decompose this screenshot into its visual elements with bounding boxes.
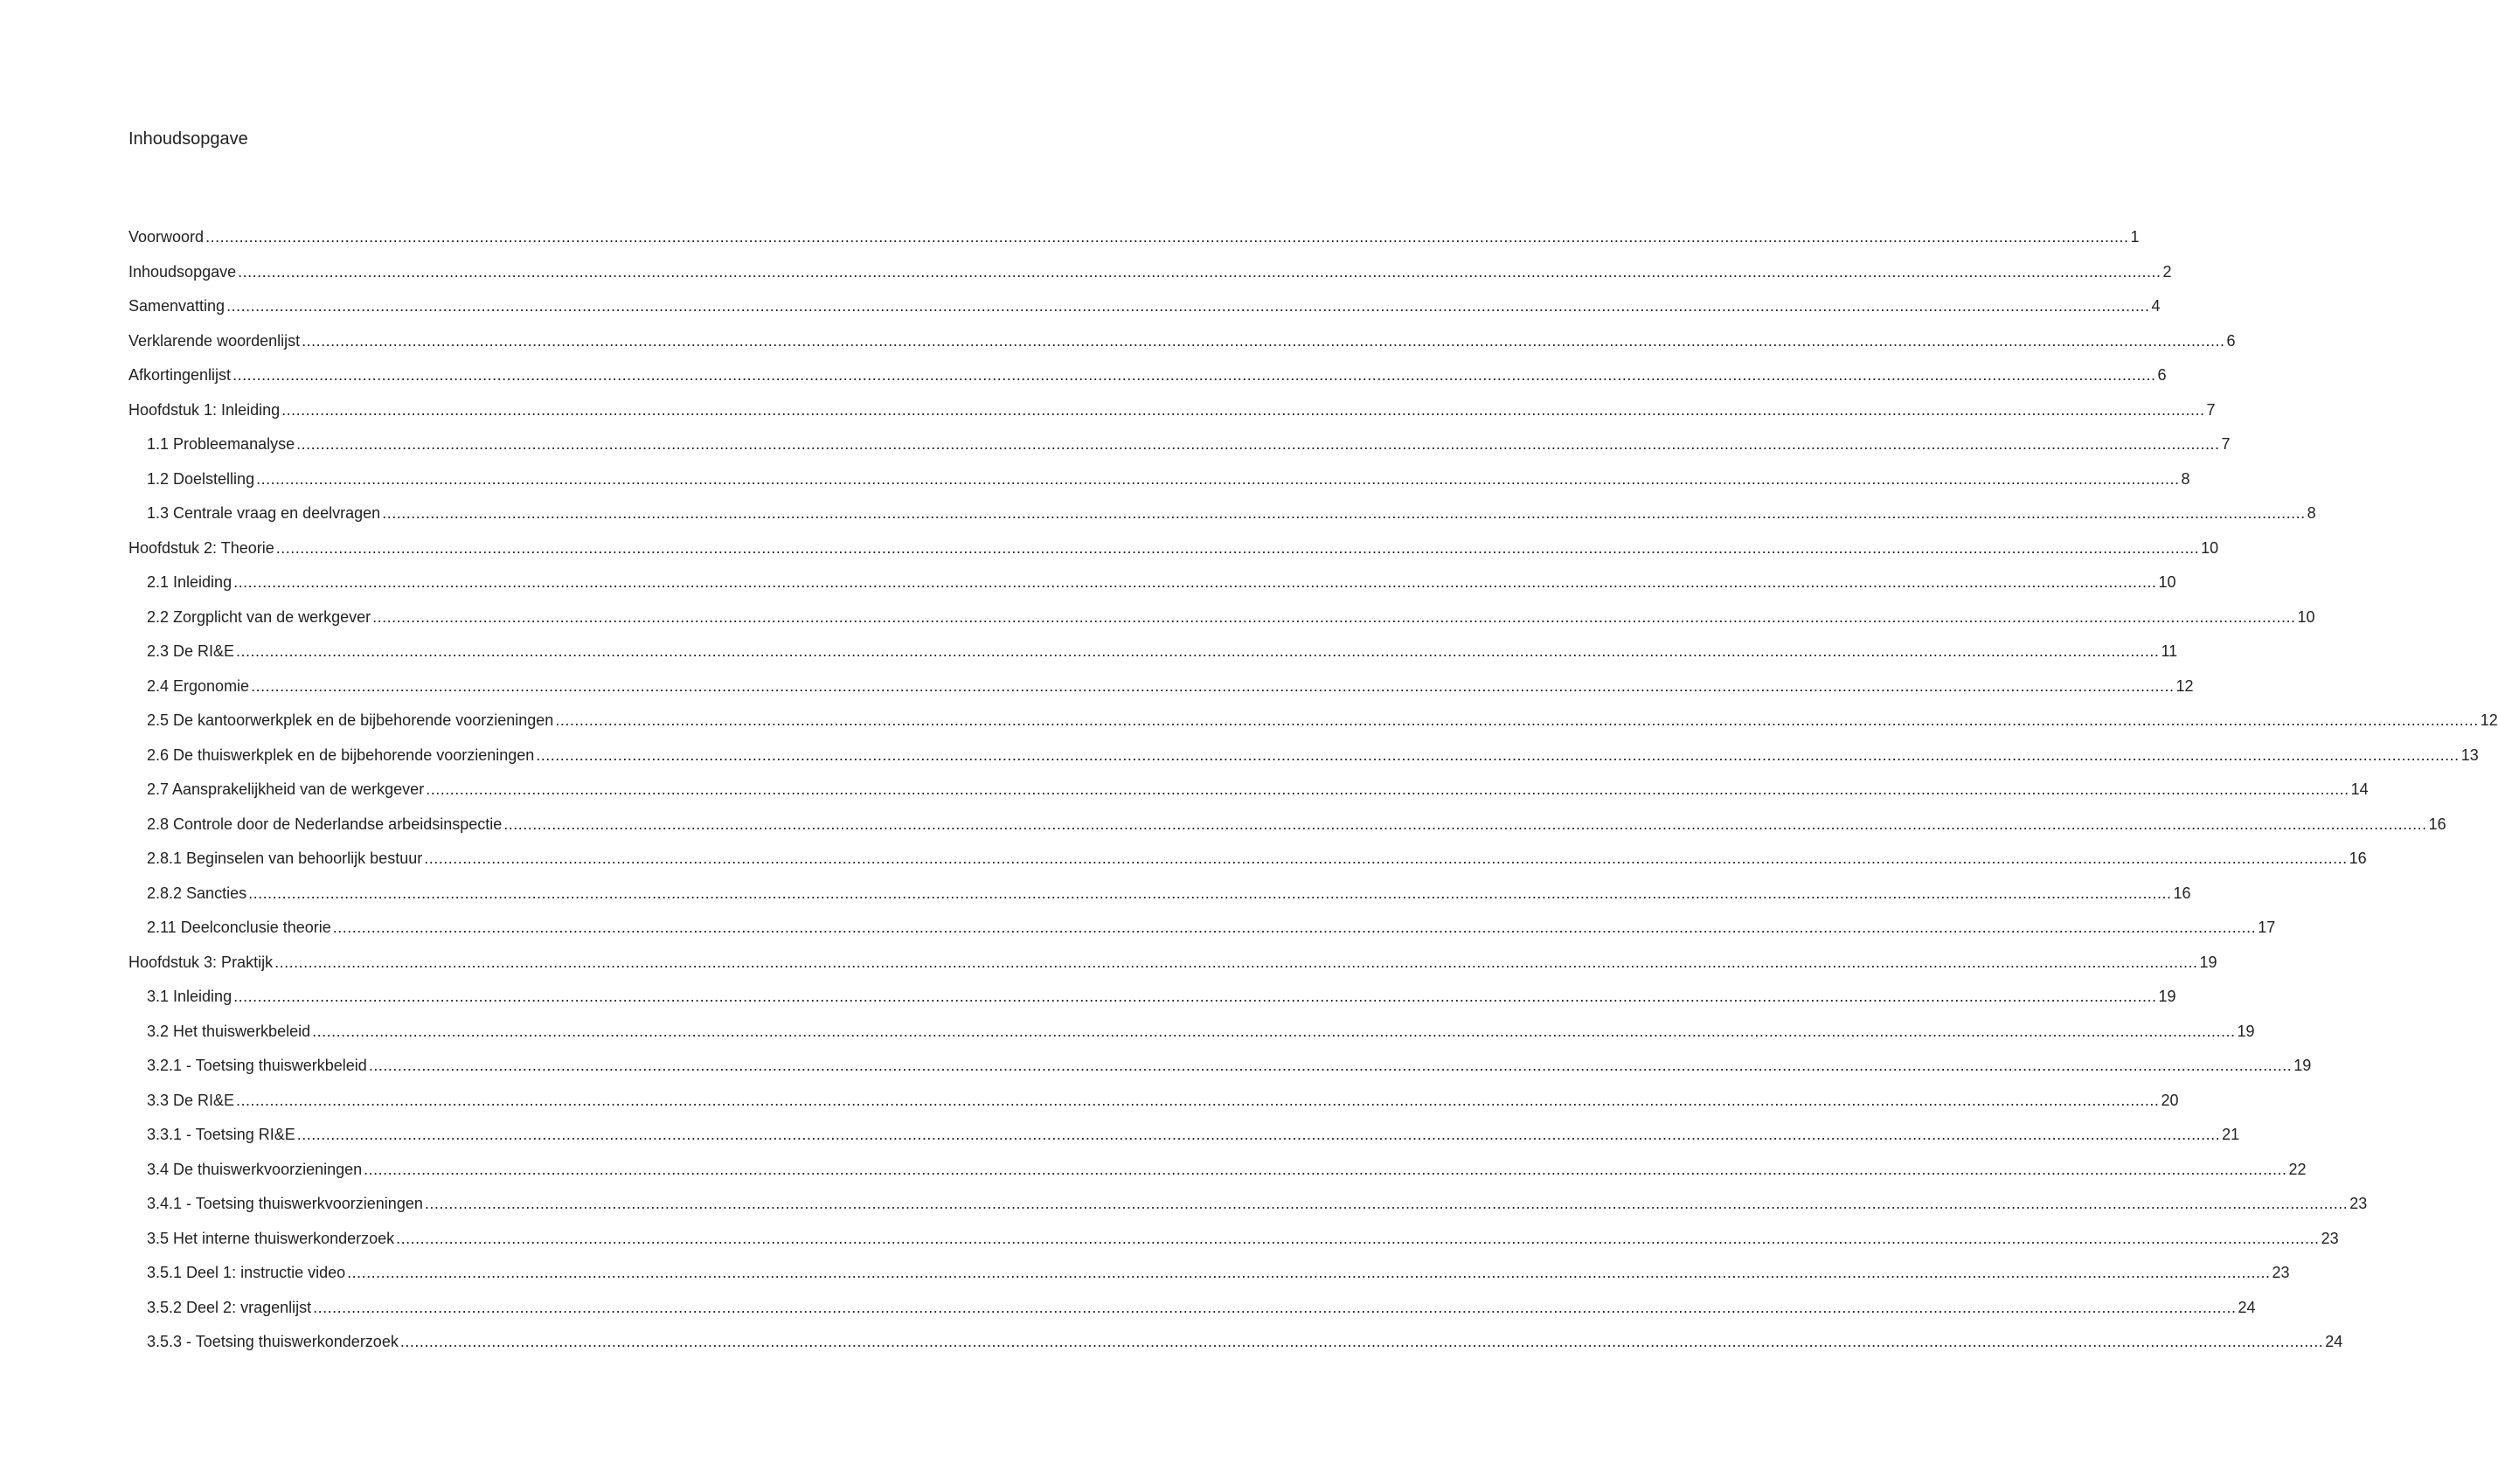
toc-entry-label: 2.8.1 Beginselen van behoorlijk bestuur [147, 849, 423, 867]
toc-entry-page-number: 24 [2238, 1298, 2256, 1316]
toc-dot-leader: ................................................................................................................................................................................................................................................................................................................................................................................................................ [302, 331, 2225, 350]
toc-dot-leader: ................................................................................................................................................................................................................................................................................................................................................................................................................ [256, 469, 2180, 488]
toc-entry-page-number: 8 [2181, 469, 2190, 488]
toc-dot-leader: ................................................................................................................................................................................................................................................................................................................................................................................................................ [296, 435, 2220, 453]
toc-entry[interactable] [128, 1021, 2255, 1056]
toc-entry-label: 1.1 Probleemanalyse [147, 435, 295, 453]
toc-dot-leader: ................................................................................................................................................................................................................................................................................................................................................................................................................ [233, 573, 2157, 591]
toc-entry[interactable] [128, 607, 2315, 641]
toc-entry-label: 3.2.1 - Toetsing thuiswerkbeleid [147, 1057, 367, 1074]
toc-entry[interactable] [128, 1090, 2179, 1125]
toc-dot-leader: ................................................................................................................................................................................................................................................................................................................................................................................................................ [233, 988, 2157, 1005]
toc-entry-page-number: 14 [2350, 780, 2369, 798]
toc-entry-label: 2.3 De RI&E [147, 642, 235, 660]
toc-entry[interactable] [128, 676, 2194, 711]
toc-entry[interactable] [128, 814, 2446, 849]
toc-entry-label: 2.8 Controle door de Nederlandse arbeidsinspectie [147, 815, 503, 833]
toc-dot-leader: ................................................................................................................................................................................................................................................................................................................................................................................................................ [426, 780, 2349, 798]
toc-dot-leader: ................................................................................................................................................................................................................................................................................................................................................................................................................ [347, 1264, 2271, 1281]
toc-entry[interactable] [128, 1297, 2256, 1332]
toc-entry[interactable] [128, 226, 2140, 261]
toc-entry-label: 2.11 Deelconclusie theorie [147, 919, 331, 936]
toc-dot-leader: ................................................................................................................................................................................................................................................................................................................................................................................................................ [312, 1022, 2236, 1040]
toc-entry[interactable] [128, 883, 2191, 918]
toc-entry-page-number: 7 [2221, 435, 2231, 453]
toc-entry[interactable] [128, 986, 2176, 1021]
toc-entry[interactable] [128, 1055, 2312, 1090]
toc-dot-leader: ................................................................................................................................................................................................................................................................................................................................................................................................................ [372, 607, 2296, 626]
toc-entry[interactable] [128, 952, 2217, 987]
toc-entry-label: Inhoudsopgave [128, 262, 237, 281]
toc-entry-page-number: 21 [2222, 1126, 2240, 1143]
toc-entry-label: 3.5 Het interne thuiswerkonderzoek [147, 1229, 395, 1247]
toc-entry-label: 2.8.2 Sancties [147, 884, 247, 902]
toc-entry[interactable] [128, 1159, 2307, 1194]
toc-entry[interactable] [128, 295, 2161, 330]
toc-entry-page-number: 13 [2460, 745, 2479, 764]
toc-dot-leader: ................................................................................................................................................................................................................................................................................................................................................................................................................ [238, 262, 2161, 281]
toc-entry-label: 2.4 Ergonomie [147, 676, 250, 695]
table-of-contents [128, 226, 2498, 1366]
toc-entry-label: Verklarende woordenlijst [128, 331, 301, 350]
toc-entry-page-number: 1 [2130, 228, 2140, 246]
toc-entry-label: 3.1 Inleiding [147, 988, 232, 1005]
toc-dot-leader: ................................................................................................................................................................................................................................................................................................................................................................................................................ [424, 1195, 2349, 1212]
toc-entry-page-number: 10 [2201, 538, 2219, 557]
toc-entry-label: 2.2 Zorgplicht van de werkgever [147, 607, 371, 626]
toc-entry[interactable] [128, 399, 2216, 434]
toc-entry-page-number: 7 [2206, 400, 2216, 419]
toc-entry[interactable] [128, 1228, 2339, 1263]
toc-entry-page-number: 23 [2321, 1229, 2339, 1247]
toc-dot-leader: ................................................................................................................................................................................................................................................................................................................................................................................................................ [424, 849, 2348, 867]
toc-entry-label: Voorwoord [128, 228, 205, 246]
toc-entry-label: 3.4.1 - Toetsing thuiswerkvoorzieningen [147, 1195, 423, 1212]
toc-entry[interactable] [128, 1331, 2343, 1366]
toc-entry-label: 2.1 Inleiding [147, 573, 232, 591]
toc-entry-page-number: 19 [2199, 953, 2217, 971]
toc-entry[interactable] [128, 917, 2276, 952]
toc-dot-leader: ................................................................................................................................................................................................................................................................................................................................................................................................................ [236, 642, 2160, 660]
toc-entry[interactable] [128, 468, 2190, 503]
toc-entry-page-number: 20 [2161, 1091, 2179, 1109]
toc-dot-leader: ................................................................................................................................................................................................................................................................................................................................................................................................................ [205, 228, 2129, 246]
toc-entry[interactable] [128, 503, 2316, 537]
toc-dot-leader: ................................................................................................................................................................................................................................................................................................................................................................................................................ [226, 297, 2150, 315]
toc-entry-label: 1.2 Doelstelling [147, 469, 255, 488]
toc-dot-leader: ................................................................................................................................................................................................................................................................................................................................................................................................................ [232, 366, 2156, 384]
toc-entry-label: 2.6 De thuiswerkplek en de bijbehorende voorzieningen [147, 745, 535, 764]
toc-entry-label: Afkortingenlijst [128, 366, 232, 384]
toc-entry[interactable] [128, 433, 2231, 468]
toc-entry-label: 1.3 Centrale vraag en deelvragen [147, 504, 381, 522]
toc-entry-page-number: 17 [2258, 919, 2276, 936]
toc-entry-page-number: 19 [2158, 988, 2176, 1005]
toc-entry-page-number: 16 [2349, 849, 2367, 867]
toc-entry-page-number: 6 [2226, 331, 2236, 350]
toc-entry-page-number: 8 [2307, 504, 2316, 522]
toc-entry-label: 3.2 Het thuiswerkbeleid [147, 1022, 311, 1040]
toc-entry-label: 3.3 De RI&E [147, 1091, 235, 1109]
toc-dot-leader: ................................................................................................................................................................................................................................................................................................................................................................................................................ [364, 1160, 2287, 1178]
toc-dot-leader: ................................................................................................................................................................................................................................................................................................................................................................................................................ [275, 538, 2200, 557]
toc-dot-leader: ................................................................................................................................................................................................................................................................................................................................................................................................................ [368, 1057, 2293, 1074]
toc-dot-leader: ................................................................................................................................................................................................................................................................................................................................................................................................................ [313, 1298, 2237, 1316]
toc-entry-label: 2.7 Aansprakelijkheid van de werkgever [147, 780, 425, 798]
toc-entry[interactable] [128, 1193, 2368, 1228]
toc-entry[interactable] [128, 1124, 2240, 1159]
toc-entry[interactable] [128, 745, 2479, 780]
toc-dot-leader: ................................................................................................................................................................................................................................................................................................................................................................................................................ [251, 676, 2175, 695]
toc-entry-page-number: 16 [2173, 884, 2191, 902]
toc-entry-label: 3.5.1 Deel 1: instructie video [147, 1264, 346, 1281]
toc-dot-leader: ................................................................................................................................................................................................................................................................................................................................................................................................................ [274, 953, 2198, 971]
toc-entry-label: Samenvatting [128, 297, 226, 315]
toc-entry-page-number: 16 [2428, 815, 2446, 833]
toc-dot-leader: ................................................................................................................................................................................................................................................................................................................................................................................................................ [236, 1091, 2160, 1109]
toc-dot-leader: ................................................................................................................................................................................................................................................................................................................................................................................................................ [296, 1126, 2221, 1143]
toc-entry-page-number: 19 [2293, 1057, 2312, 1074]
toc-entry-label: 3.5.3 - Toetsing thuiswerkonderzoek [147, 1333, 399, 1350]
toc-entry-page-number: 10 [2297, 607, 2315, 626]
toc-entry-label: Hoofdstuk 1: Inleiding [128, 400, 281, 419]
toc-entry-label: 3.4 De thuiswerkvoorzieningen [147, 1160, 363, 1178]
toc-entry-page-number: 12 [2175, 676, 2194, 695]
toc-entry-page-number: 11 [2161, 642, 2178, 660]
toc-dot-leader: ................................................................................................................................................................................................................................................................................................................................................................................................................ [248, 884, 2172, 902]
toc-entry[interactable] [128, 537, 2219, 572]
toc-entry-page-number: 4 [2151, 297, 2161, 315]
toc-entry[interactable] [128, 261, 2172, 296]
toc-dot-leader: ................................................................................................................................................................................................................................................................................................................................................................................................................ [503, 815, 2427, 833]
toc-entry-label: 2.5 De kantoorwerkplek en de bijbehorende voorzieningen [147, 711, 554, 729]
toc-entry-page-number: 24 [2325, 1333, 2343, 1350]
toc-entry-page-number: 23 [2272, 1264, 2290, 1281]
toc-entry-page-number: 10 [2158, 573, 2176, 591]
toc-entry[interactable] [128, 641, 2178, 676]
toc-dot-leader: ................................................................................................................................................................................................................................................................................................................................................................................................................ [396, 1229, 2320, 1247]
page-title: Inhoudsopgave [128, 129, 248, 149]
toc-entry[interactable] [128, 330, 2236, 365]
toc-dot-leader: ................................................................................................................................................................................................................................................................................................................................................................................................................ [399, 1333, 2324, 1350]
toc-entry-page-number: 22 [2288, 1160, 2307, 1178]
toc-entry-page-number: 6 [2157, 366, 2167, 384]
toc-entry-page-number: 2 [2162, 262, 2172, 281]
toc-entry[interactable] [128, 710, 2498, 745]
toc-entry-label: 3.5.2 Deel 2: vragenlijst [147, 1298, 312, 1316]
toc-entry[interactable] [128, 572, 2176, 607]
toc-dot-leader: ................................................................................................................................................................................................................................................................................................................................................................................................................ [536, 745, 2460, 764]
toc-entry[interactable] [128, 848, 2367, 883]
toc-entry-label: Hoofdstuk 2: Theorie [128, 538, 274, 557]
toc-dot-leader: ................................................................................................................................................................................................................................................................................................................................................................................................................ [382, 504, 2306, 522]
toc-entry-page-number: 19 [2237, 1022, 2255, 1040]
toc-entry-page-number: 12 [2480, 711, 2498, 729]
toc-entry-label: Hoofdstuk 3: Praktijk [128, 953, 274, 971]
toc-entry-page-number: 23 [2349, 1195, 2368, 1212]
toc-dot-leader: ................................................................................................................................................................................................................................................................................................................................................................................................................ [332, 919, 2257, 936]
toc-entry-label: 3.3.1 - Toetsing RI&E [147, 1126, 295, 1143]
toc-entry[interactable] [128, 1262, 2290, 1297]
toc-dot-leader: ................................................................................................................................................................................................................................................................................................................................................................................................................ [281, 400, 2205, 419]
toc-entry[interactable] [128, 364, 2167, 399]
toc-dot-leader: ................................................................................................................................................................................................................................................................................................................................................................................................................ [555, 711, 2479, 729]
toc-entry[interactable] [128, 779, 2369, 814]
